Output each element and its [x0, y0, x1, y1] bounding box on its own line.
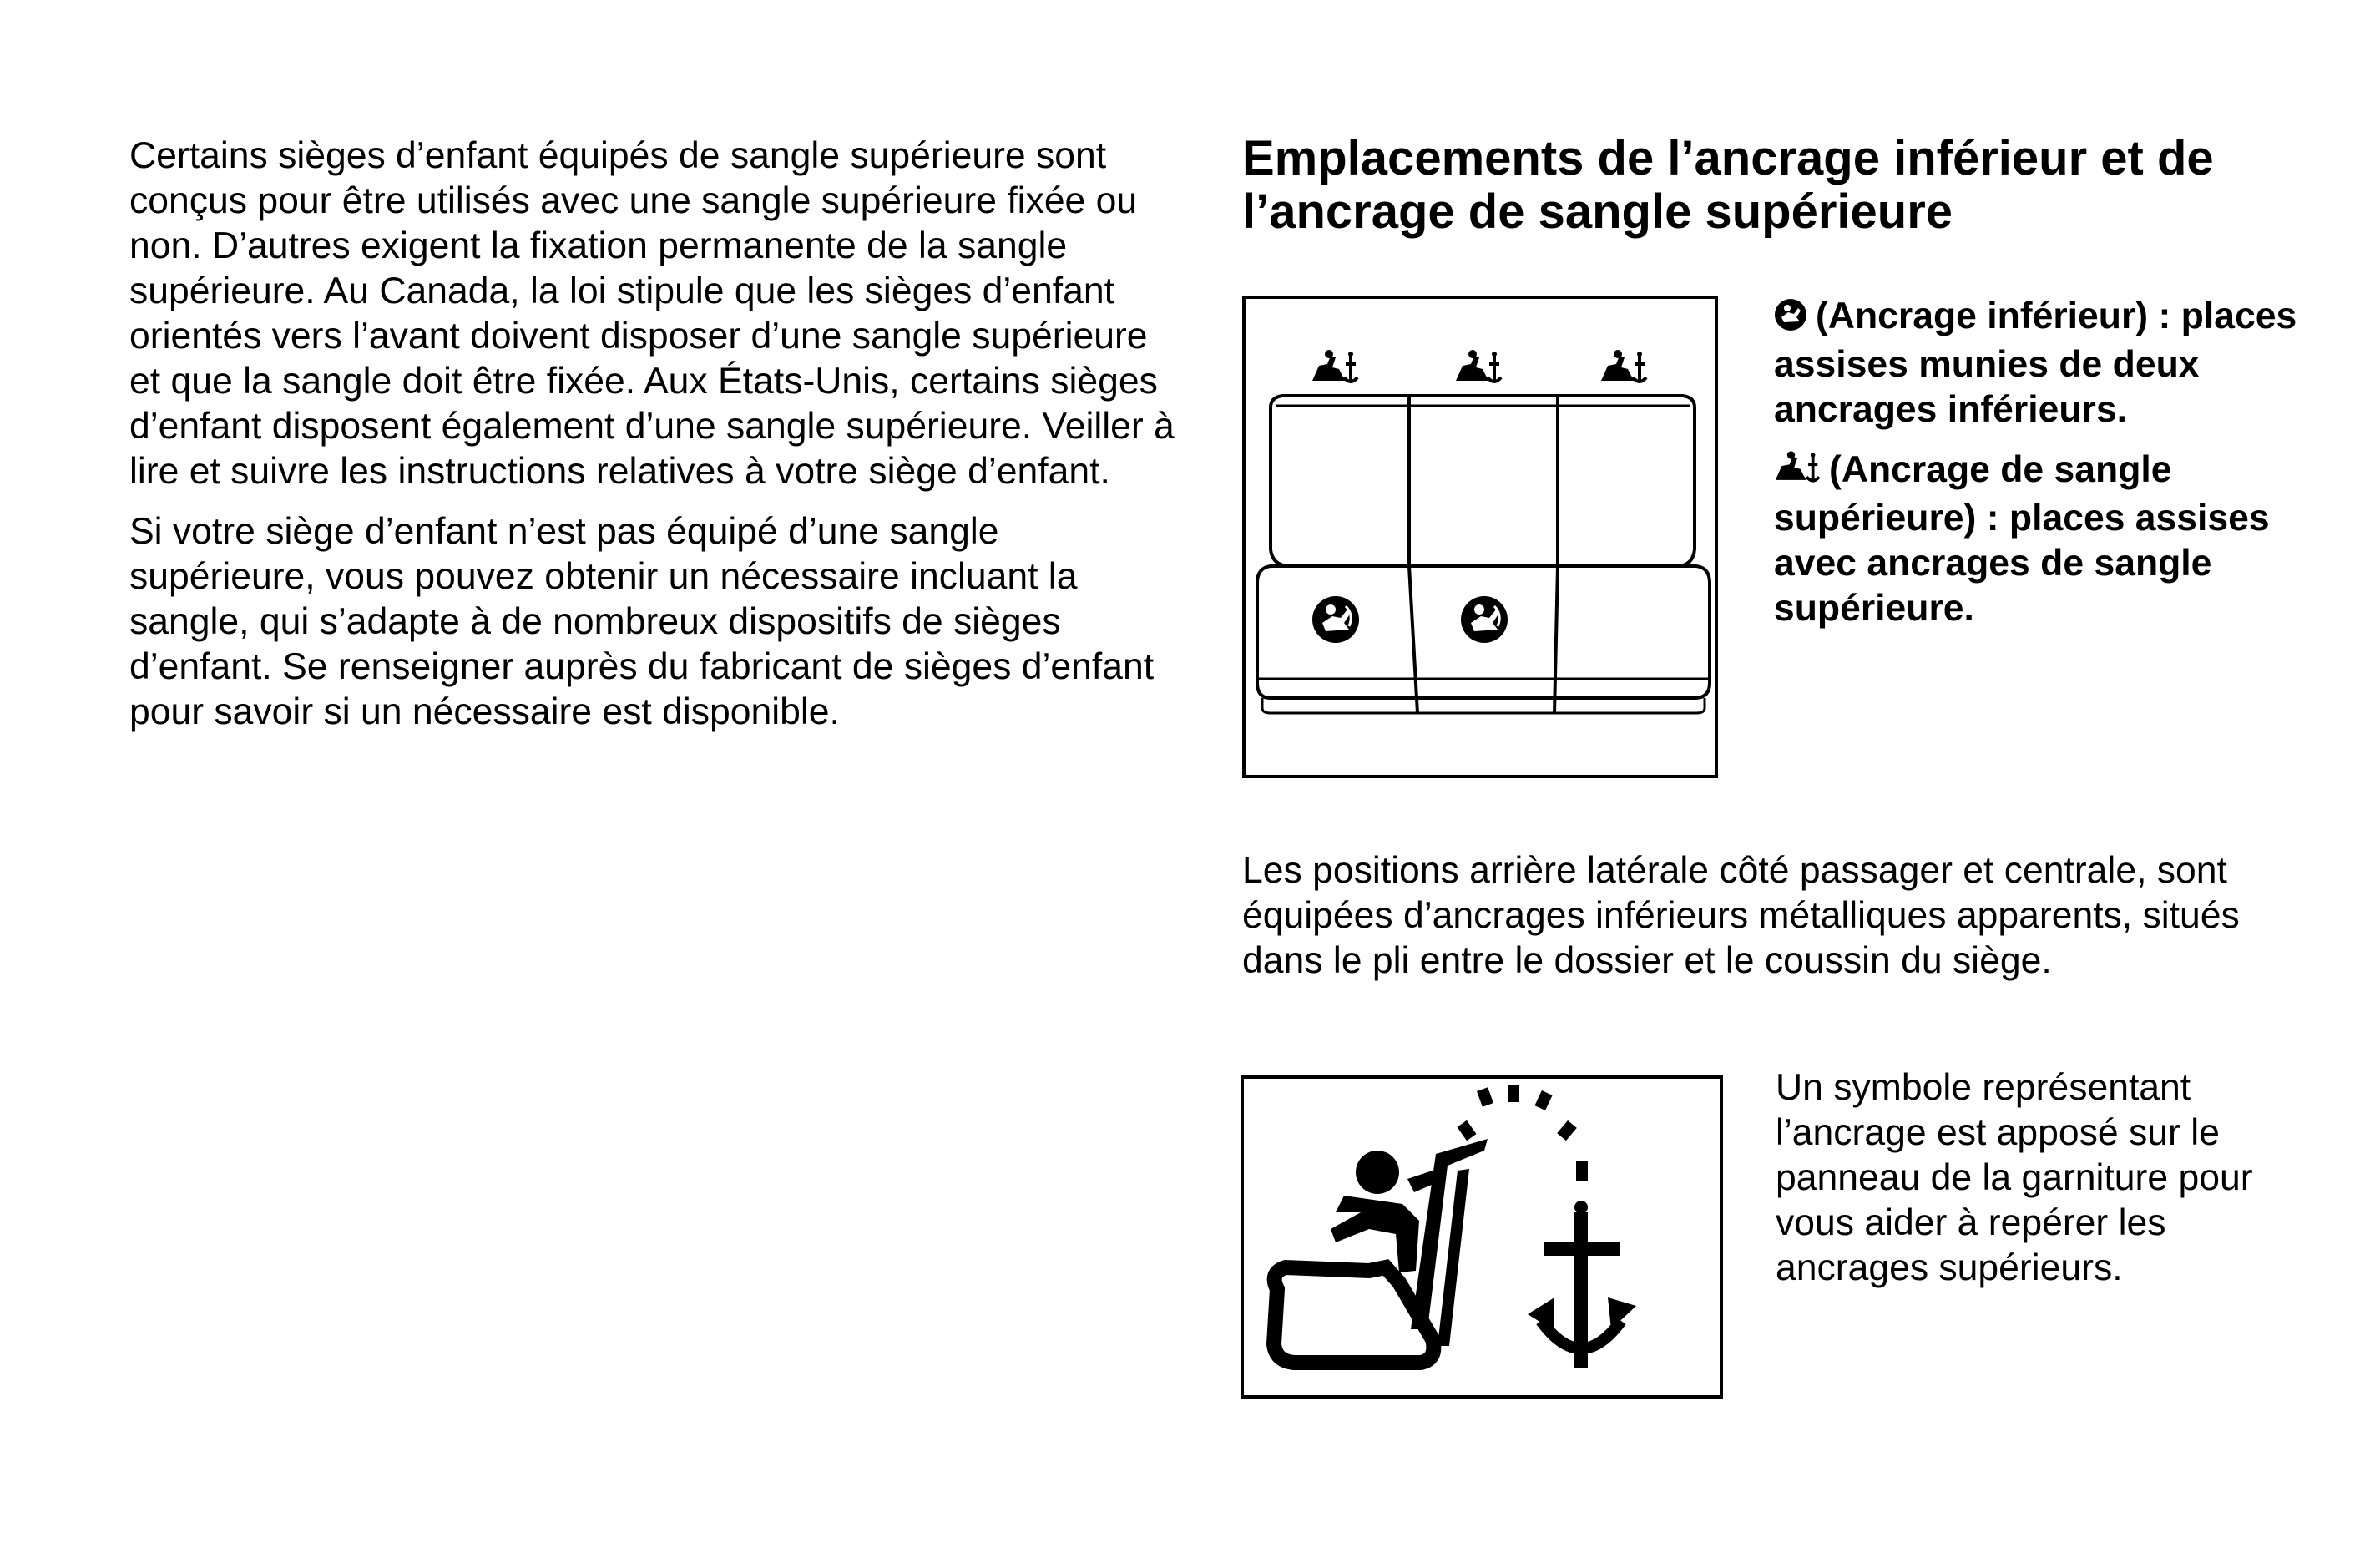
left-column — [129, 134, 1185, 750]
tether-usage-paragraph: Certains sièges d’enfant équipés de sangle supérieure sont conçus pour être utilisés avec une sangle supérieure fixée ou non. D’autres exigent la fixation permanente de la sangle supérieure. Au Canada, la loi stipule que les sièges d’enfant orientés vers l’avant doivent disposer d’une sangle supérieure et que la sangle doit être fixée. Aux États-Unis, certains sièges d’enfant disposent également d’une sangle supérieure. Veiller à lire et suivre les instructions relatives à votre siège d’enfant. — [129, 135, 1175, 492]
top-tether-legend-text: (Ancrage de sangle supérieure) : places assises avec ancrages de sangle supérieure. — [1774, 449, 2270, 629]
lower-anchor-marker-left — [1312, 596, 1359, 643]
tether-anchor-symbol — [1241, 1075, 1723, 1399]
top-tether-marker-left — [1312, 350, 1357, 382]
anchor-figure — [1528, 1201, 1636, 1368]
top-tether-marker-right — [1601, 350, 1646, 382]
tether-dotted-path — [1458, 1085, 1588, 1181]
tether-kit-paragraph: Si votre siège d’enfant n’est pas équipé d’une sangle supérieure, vous pouvez obtenir un nécessaire incluant la sangle, qui s’adapte à de nombreux dispositifs de sièges d’enfant. Se renseigner auprès du fabricant de sièges d’enfant pour savoir si un nécessaire est disponible. — [129, 511, 1155, 732]
lower-anchor-marker-center — [1461, 596, 1508, 643]
anchor-symbol-paragraph: Un symbole représentant l’ancrage est apposé sur le panneau de la garniture pour vous aider à repérer les ancrages supérieurs. — [1776, 1067, 2253, 1288]
lower-anchor-icon — [1774, 297, 1807, 342]
lower-anchor-legend — [1774, 294, 2308, 432]
diagram-legend — [1774, 294, 2308, 646]
child-seat-figure — [1274, 1139, 1488, 1363]
page-title: Emplacements de l’ancrage inférieur et de l’ancrage de sangle supérieure — [1242, 131, 2214, 239]
rear-seat-anchor-diagram — [1242, 296, 1718, 778]
anchor-positions-paragraph: Les positions arrière latérale côté passager et centrale, sont équipées d’ancrages inférieurs métalliques apparents, situés dans le pli entre le dossier et le coussin du siège. — [1242, 850, 2240, 981]
top-tether-legend — [1774, 448, 2308, 631]
lower-anchor-legend-text: (Ancrage inférieur) : places assises munies de deux ancrages inférieurs. — [1774, 296, 2297, 430]
top-tether-marker-center — [1456, 350, 1501, 382]
top-tether-anchor-icon — [1774, 448, 1821, 496]
